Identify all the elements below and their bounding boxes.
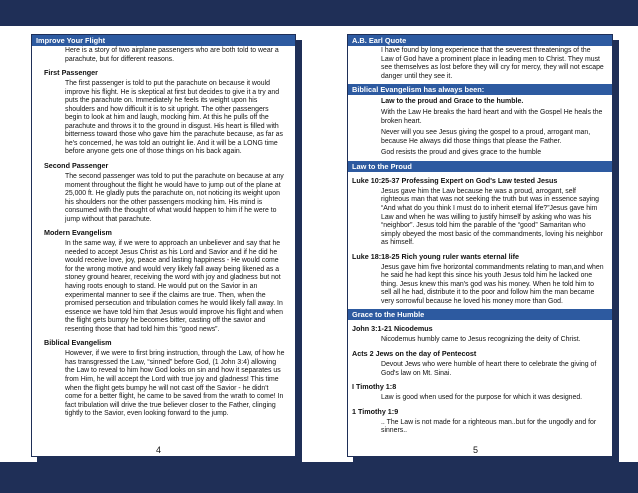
right-page-panel <box>347 34 613 457</box>
timothy-1-8-heading: I Timothy 1:8 <box>352 382 397 392</box>
law-grace-statement: Law to the proud and Grace to the humble. <box>381 98 524 106</box>
modern-evangelism-paragraph: In the same way, if we were to approach an unbeliever and say that he needed to accept Jesus Christ as his Lord and Savior and if he did he would receive love, joy, peace and lasting happiness - He would come for the wrong motive and would very likely fall away being likened as a stoney ground hearer, receiving the word with joy and gladness but not having roots enough to stand. He would put on the Savior in an experimental manner to see if the claims are true. Then, when the promised persecution and tribulation comes he would likely fall away. In essence we have told him that Jesus would improve his flight and when the flight gets bumpy he becomes bitter, casting off the savior and resenting those that had told him this “good news”. <box>65 240 283 333</box>
john-3-paragraph: Nicodemus humbly came to Jesus recognizing the deity of Christ. <box>381 336 581 344</box>
earl-quote-paragraph: I have found by long experience that the severest threatenings of the Law of God have a prominent place in leading men to Christ. They must see themselves as lost before they will cry for mercy, they will not escape danger until they see it. <box>381 47 604 80</box>
luke-18-heading: Luke 18:18-25 Rich young ruler wants eternal life <box>352 251 519 261</box>
timothy-1-8-paragraph: Law is good when used for the purpose for which it was designed. <box>381 394 583 402</box>
modern-evangelism-heading: Modern Evangelism <box>44 228 112 238</box>
biblical-evangelism-paragraph: However, if we were to first bring instruction, through the Law, of how he has transgressed the Law, “sinned” before God, (1 John 3:4) allowing the Law to reveal to him how God looks on sin and how it separates us from Him, he will accept the Lord with true joy and gladness! This time when the flight gets bumpy he will not cast off the Savior - he didn't come for a better flight, he came to be saved from the wrath to come! In fact tribulation will drive the true believer closer to the Father, clinging tightly to the Savior, even looking forward to the jump. <box>65 350 285 418</box>
john-3-heading: John 3:1-21 Nicodemus <box>352 324 433 334</box>
page-number-right: 5 <box>473 445 479 455</box>
page-number-left: 4 <box>156 445 162 455</box>
first-passenger-heading: First Passenger <box>44 68 98 78</box>
second-passenger-heading: Second Passenger <box>44 161 109 171</box>
god-resists-paragraph: God resists the proud and gives grace to the humble <box>381 149 542 157</box>
top-banner <box>0 0 638 26</box>
never-proud-paragraph: Never will you see Jesus giving the gospel to a proud, arrogant man, because He always did those things that please the Father. <box>381 129 591 145</box>
intro-paragraph: Here is a story of two airplane passengers who are both told to wear a parachute, but for different reasons. <box>65 47 279 63</box>
biblical-evangelism-heading: Biblical Evangelism <box>44 338 112 348</box>
timothy-1-9-heading: 1 Timothy 1:9 <box>352 406 399 416</box>
luke-10-heading: Luke 10:25-37 Professing Expert on God's Law tested Jesus <box>352 175 558 185</box>
second-passenger-paragraph: The second passenger was told to put the parachute on because at any moment throughout the flight he would have to jump out of the plane at 25,000 ft. He gladly puts the parachute on, not noticing its weight upon his shoulders nor the other passengers mocking him. His mind is consumed with the thought of what would happen to him if he were to jump without that parachute. <box>65 173 284 223</box>
luke-10-paragraph: Jesus gave him the Law because he was a proud, arrogant, self righteous man that was not seeking the truth but was in essence saying “And what do you think I must do to inherit eternal life?”Jesus gave him Law and when he was willing to justify himself by asking who was his “neighbor”. Jesus told him the parable of the “good” Samaritan who simply obeyed the most basic of the commandments, loving his neighbor as himself. <box>381 187 603 247</box>
always-been-header: Biblical Evangelism has always been: <box>348 84 612 95</box>
improve-flight-header: Improve Your Flight <box>32 35 295 46</box>
grace-to-humble-header: Grace to the Humble <box>348 309 612 320</box>
acts-2-paragraph: Devout Jews who were humble of heart there to celebrate the giving of God's law on Mt. Sinai. <box>381 361 597 377</box>
luke-18-paragraph: Jesus gave him five horizontal commandments relating to man,and when he said he had kept this since his youth Jesus told him he lacked one thing. Jesus knew this man's god was his money. When he told him to sell all he had, distribute it to the poor and follow him the man became very sorrowful because he loved his money more than God. <box>381 263 604 305</box>
timothy-1-9-paragraph: .. The Law is not made for a righteous man..but for the ungodly and for sinners.. <box>381 418 597 435</box>
left-page-panel <box>31 34 296 457</box>
bottom-banner <box>0 462 638 493</box>
law-breaks-heart-paragraph: With the Law He breaks the hard heart and with the Gospel He heals the broken heart. <box>381 109 603 125</box>
acts-2-heading: Acts 2 Jews on the day of Pentecost <box>352 349 477 359</box>
first-passenger-paragraph: The first passenger is told to put the parachute on because it would improve his flight. He is skeptical at first but decides to give it a try and puts the parachute on. Immediately he feels its weight upon his shoulders and how difficult it is to sit upright. The other passengers begin to look at him and laugh, mocking him. At this he pulls off the parachute and throws it to the ground in disgust. His heart is filled with bitterness toward those who gave him the parachute because, as far as he's concerned, he was told an outright lie. And it will be a LONG time before anyone gets one of those things on his back again. <box>65 80 283 156</box>
law-to-proud-header: Law to the Proud <box>348 161 612 172</box>
earl-quote-header: A.B. Earl Quote <box>348 35 612 46</box>
